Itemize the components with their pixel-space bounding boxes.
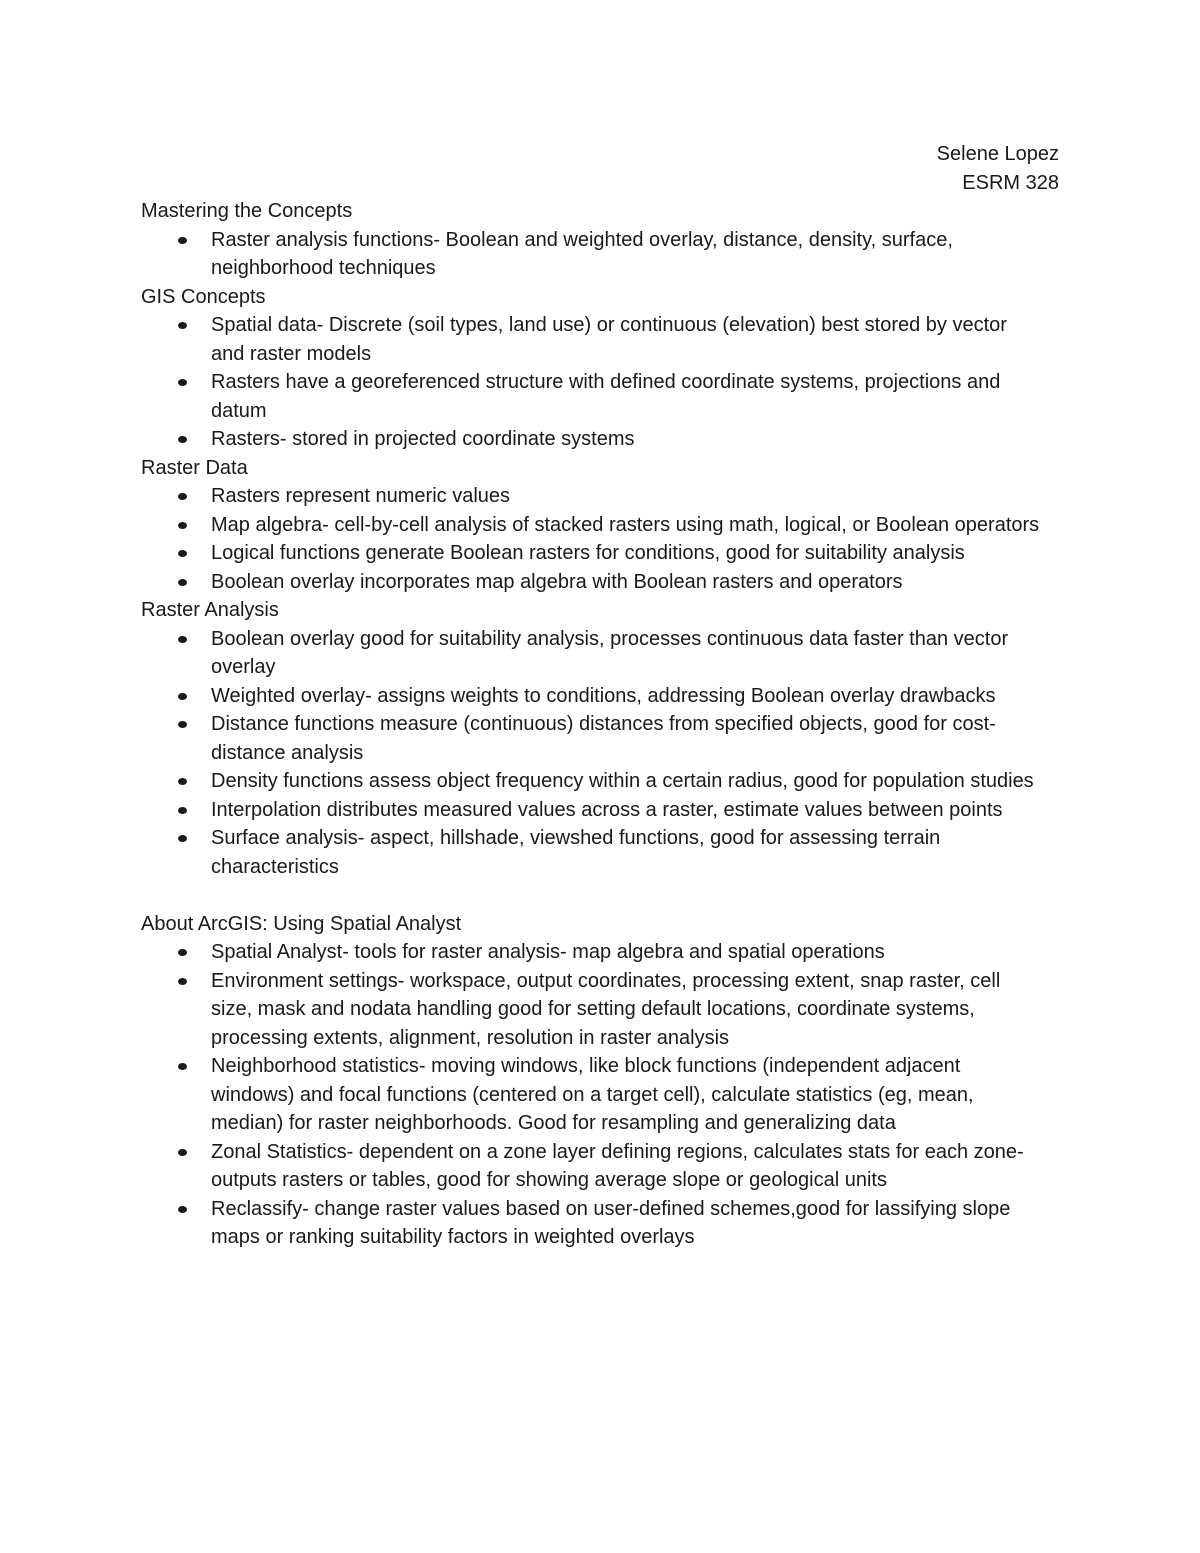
bullet-icon <box>178 721 187 728</box>
list-item <box>141 511 1041 540</box>
bullet-icon <box>178 978 187 985</box>
list-item <box>141 1138 1041 1195</box>
document-header <box>141 140 1059 197</box>
list-item <box>141 938 1041 967</box>
bullet-list <box>141 482 1059 596</box>
list-item <box>141 1195 1041 1252</box>
list-item <box>141 1052 1041 1138</box>
bullet-list <box>141 938 1059 1252</box>
list-item-text: Logical functions generate Boolean rasters for conditions, good for suitability analysis <box>211 542 965 564</box>
bullet-icon <box>178 579 187 586</box>
list-item-text: Raster analysis functions- Boolean and weighted overlay, distance, density, surface, neighborhood techniques <box>211 228 953 279</box>
bullet-list <box>141 625 1059 882</box>
list-item-text: Boolean overlay incorporates map algebra with Boolean rasters and operators <box>211 570 903 593</box>
list-item <box>141 482 1041 511</box>
bullet-icon <box>178 436 187 443</box>
list-item-text: Reclassify- change raster values based on user-defined schemes,good for lassifying slope maps or ranking suitability factors in weighted overlays <box>211 1197 1011 1248</box>
list-item-text: Boolean overlay good for suitability analysis, processes continuous data faster than vector overlay <box>211 627 1009 678</box>
list-item <box>141 796 1041 825</box>
list-item-text: Environment settings- workspace, output coordinates, processing extent, snap raster, cell size, mask and nodata handling good for setting default locations, coordinate systems, processing extents, alignment, resolution in raster analysis <box>211 969 1001 1049</box>
list-item-text: Spatial Analyst- tools for raster analysis- map algebra and spatial operations <box>211 941 885 963</box>
bullet-icon <box>178 778 187 785</box>
bullet-icon <box>178 949 187 956</box>
bullet-icon <box>178 1206 187 1213</box>
blank-line <box>141 881 1059 910</box>
bullet-icon <box>178 550 187 557</box>
list-item <box>141 425 1041 454</box>
list-item-text: Distance functions measure (continuous) distances from specified objects, good for cost-distance analysis <box>211 713 996 764</box>
bullet-icon <box>178 237 187 244</box>
document-page <box>141 140 1059 1252</box>
list-item <box>141 682 1041 711</box>
bullet-icon <box>178 1063 187 1070</box>
list-item-text: Spatial data- Discrete (soil types, land use) or continuous (elevation) best stored by vector and raster models <box>211 314 1007 365</box>
course-code: ESRM 328 <box>962 171 1059 194</box>
section-title-gis-concepts: GIS Concepts <box>141 285 266 308</box>
list-item <box>141 625 1041 682</box>
bullet-icon <box>178 835 187 842</box>
list-item <box>141 568 1041 597</box>
list-item-text: Rasters- stored in projected coordinate systems <box>211 428 635 450</box>
list-item-text: Density functions assess object frequency within a certain radius, good for population studies <box>211 770 1034 792</box>
bullet-icon <box>178 379 187 386</box>
list-item-text: Zonal Statistics- dependent on a zone layer defining regions, calculates stats for each zone- outputs rasters or tables, good for showing average slope or geological units <box>211 1140 1024 1191</box>
list-item-text: Rasters have a georeferenced structure with defined coordinate systems, projections and datum <box>211 371 1001 422</box>
list-item <box>141 767 1041 796</box>
section-title-raster-data: Raster Data <box>141 456 248 479</box>
list-item <box>141 311 1041 368</box>
bullet-icon <box>178 322 187 329</box>
author-name: Selene Lopez <box>936 143 1059 165</box>
section-title-mastering-the-concepts: Mastering the Concepts <box>141 200 353 222</box>
bullet-list <box>141 311 1059 454</box>
list-item <box>141 967 1041 1053</box>
list-item <box>141 824 1041 881</box>
section-title-about-arcgis: About ArcGIS: Using Spatial Analyst <box>141 912 462 935</box>
bullet-icon <box>178 693 187 700</box>
bullet-icon <box>178 636 187 643</box>
bullet-list <box>141 226 1059 283</box>
bullet-icon <box>178 493 187 500</box>
list-item-text: Surface analysis- aspect, hillshade, viewshed functions, good for assessing terrain characteristics <box>211 827 941 878</box>
section-title-raster-analysis: Raster Analysis <box>141 599 279 621</box>
bullet-icon <box>178 522 187 529</box>
list-item-text: Rasters represent numeric values <box>211 485 511 507</box>
list-item <box>141 368 1041 425</box>
bullet-icon <box>178 1149 187 1156</box>
list-item-text: Map algebra- cell-by-cell analysis of stacked rasters using math, logical, or Boolean operators <box>211 513 1040 536</box>
list-item-text: Neighborhood statistics- moving windows, like block functions (independent adjacent windows) and focal functions (centered on a target cell), calculate statistics (eg, mean, median) for raster neighborhoods. Good for resampling and generalizing data <box>211 1055 974 1134</box>
list-item-text: Weighted overlay- assigns weights to conditions, addressing Boolean overlay drawbacks <box>211 684 996 707</box>
list-item <box>141 710 1041 767</box>
list-item <box>141 539 1041 568</box>
list-item-text: Interpolation distributes measured values across a raster, estimate values between points <box>211 798 1003 821</box>
bullet-icon <box>178 807 187 814</box>
list-item <box>141 226 1041 283</box>
